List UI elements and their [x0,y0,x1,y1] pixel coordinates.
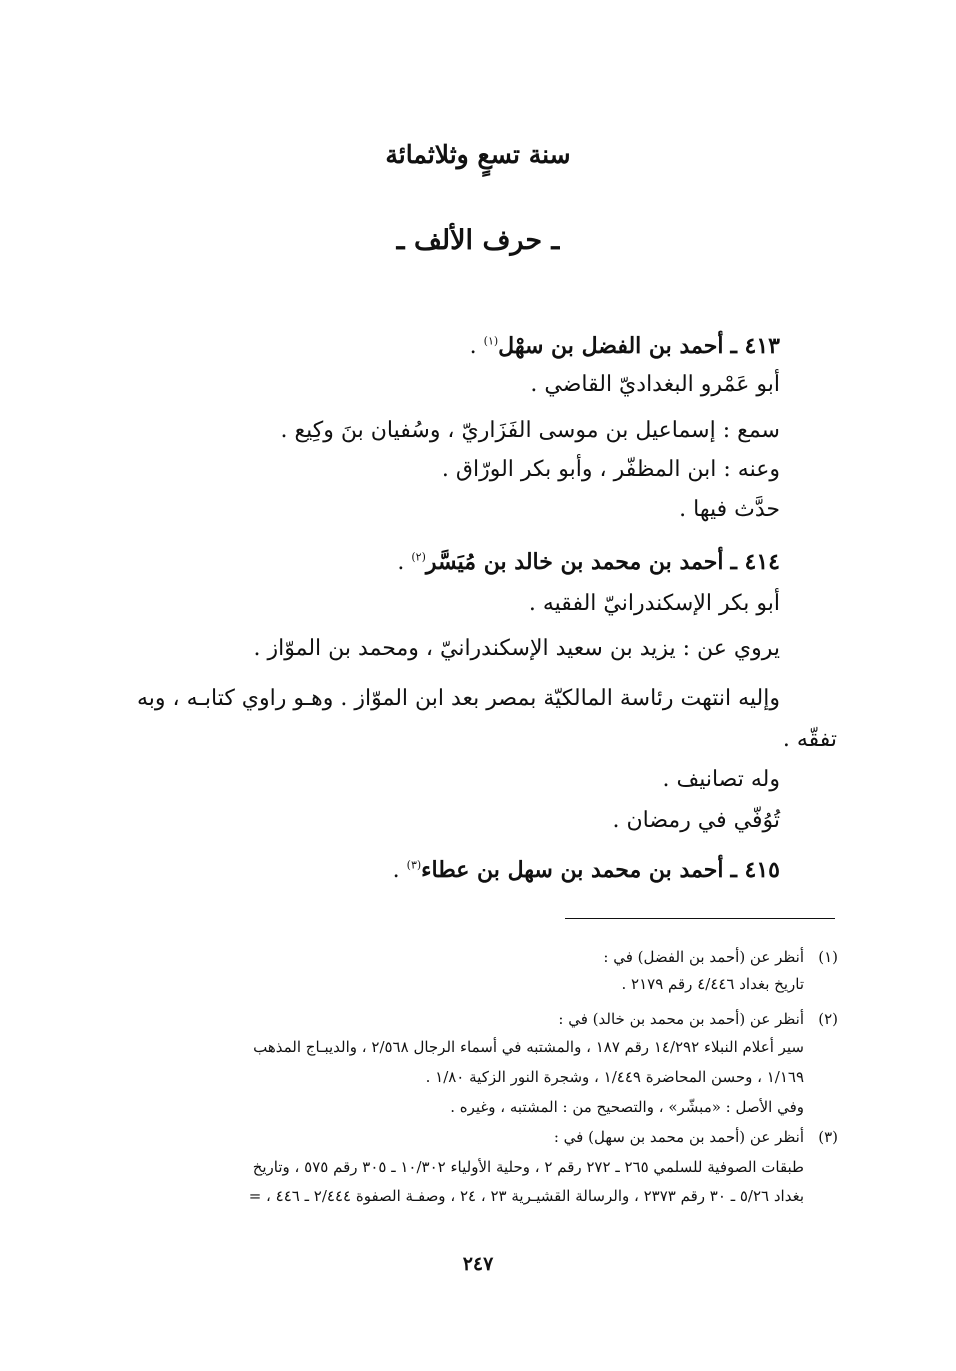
entry-413-heading [470,333,780,359]
footnote-line: طبقات الصوفية للسلمي ٢٦٥ ـ ٢٧٢ رقم ٢ ، وحلية الأولياء ١٠/٣٠٢ ـ ٣٠٥ رقم ٥٧٥ ، وتاريخ [252,1158,804,1176]
footnote-line: أنظر عن (أحمد بن محمد بن خالد) في : [558,1010,804,1028]
letter-heading: ـ حرف الألف ـ [396,225,560,256]
footnote-ref: (١) [483,334,499,348]
footnote-ref: (٢) [411,550,426,564]
entry-end: . [392,858,400,883]
footnote-line: أنظر عن (أحمد بن محمد بن سهل) في : [553,1128,804,1146]
footnote-number: (٢) [818,1010,838,1028]
footnote-ref: (٣) [406,858,422,872]
footnote-divider [565,918,835,919]
entry-number: ٤١٣ ـ [730,333,780,359]
footnote-line: وفي الأصل : «مبشّر» ، والتصحيح من : المشتبه ، وغيره . [450,1098,804,1116]
footnote-line: أنظر عن (أحمد بن الفضل) في : [603,948,804,966]
footnote-line: سير أعلام النبلاء ١٤/٢٩٢ رقم ١٨٧ ، والمشتبه في أسماء الرجال ٢/٥٦٨ ، والديبـاج المذهب [253,1038,804,1056]
entry-413-line: حدَّث فيها . [679,497,780,522]
entry-413-line: وعنه : ابن المظفّر ، وأبو بكر الورّاق . [441,457,780,482]
entry-414-line: وله تصانيف . [662,767,780,792]
entry-414-line: تُوُفّي في رمضان . [612,808,780,833]
footnote-line: تاريخ بغداد ٤/٤٤٦ رقم ٢١٧٩ . [621,975,804,993]
footnote-line: بغداد ٥/٢٦ ـ ٣٠ رقم ٢٣٧٣ ، والرسالة القشيـرية ٢٣ ، ٢٤ ، وصفـة الصفوة ٢/٤٤٤ ـ ٤٤٦ ، = [248,1187,804,1205]
footnote-number: (٣) [818,1128,838,1146]
entry-end: . [469,334,477,359]
entry-415-heading [393,857,780,883]
entry-414-line: وإليه انتهت رئاسة المالكيّة بمصر بعد ابن الموّاز . وهـو راوي كتابـه ، وبه [137,686,780,711]
year-heading: سنة تسعٍ وثلاثمائة [385,140,571,169]
entry-413-line: أبو عَمْرو البغداديّ القاضي . [530,372,780,397]
entry-414-line: تفقّه . [782,727,837,752]
entry-end: . [397,550,405,575]
entry-number: ٤١٥ ـ [730,857,780,883]
entry-name: أحمد بن الفضل بن سهْل [498,333,724,359]
entry-414-line: أبو بكر الإسكندرانيّ الفقيه . [528,591,780,616]
entry-413-line: سمع : إسماعيل بن موسى الفَزَاريّ ، وسُفيان بنَ وكِيع . [280,418,780,443]
entry-name: أحمد بن محمد بن سهل بن عطاء [421,857,724,883]
entry-414-heading [397,549,780,575]
page-number: ٢٤٧ [462,1253,494,1275]
entry-414-line: يروي عن : يزيد بن سعيد الإسكندرانيّ ، ومحمد بن الموّاز . [253,636,780,661]
entry-number: ٤١٤ ـ [730,549,780,575]
footnote-line: ١/١٦٩ ، وحسن المحاضرة ١/٤٤٩ ، وشجرة النور الزكية ١/٨٠ . [425,1068,804,1086]
footnote-number: (١) [818,948,838,966]
entry-name: أحمد بن محمد بن خالد بن مُيَسَّر [425,549,724,575]
